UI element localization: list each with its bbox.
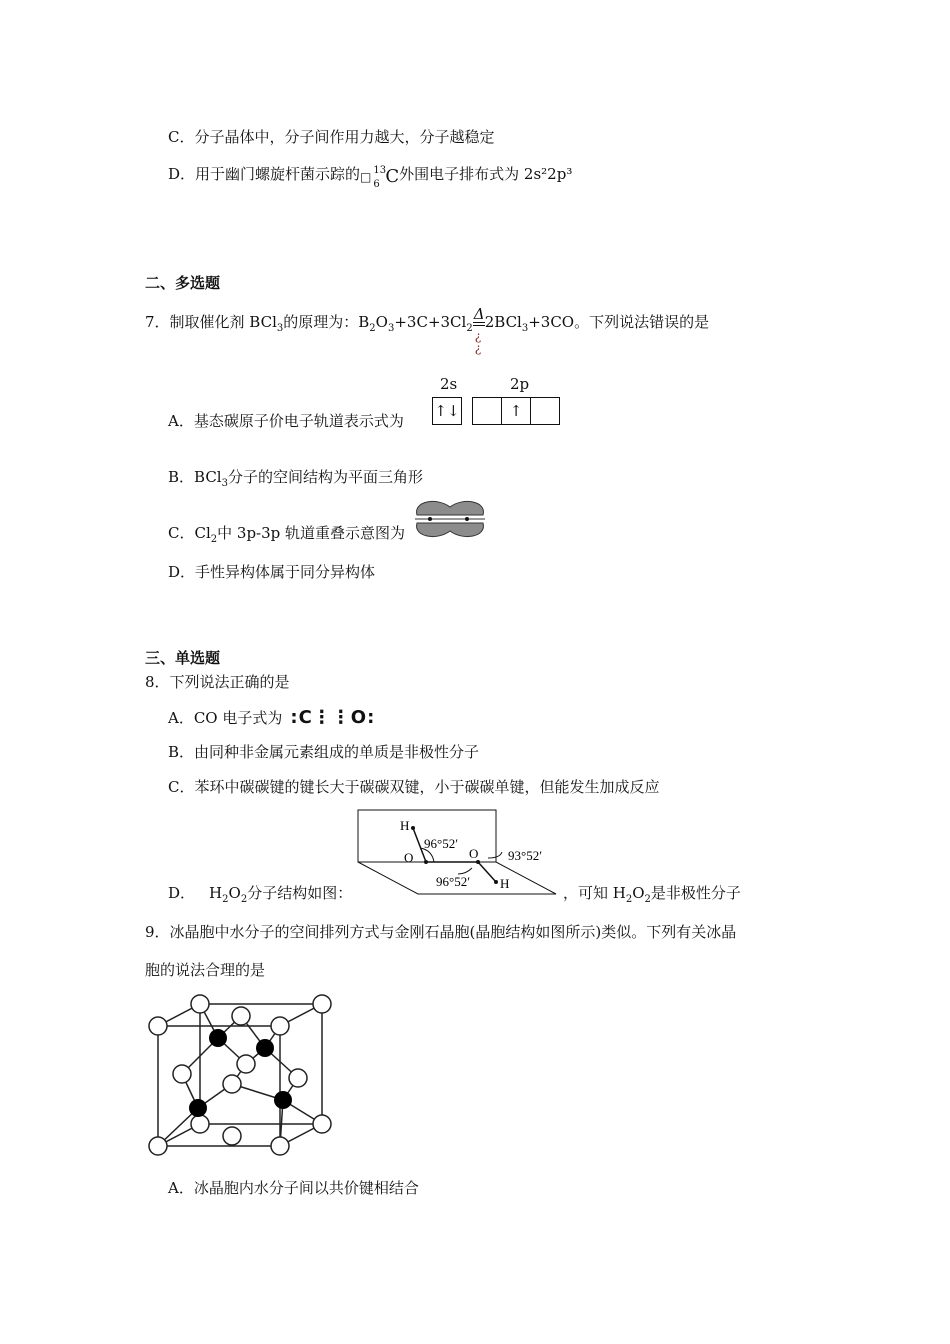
dihedral-angle-label: 93°52′	[508, 848, 543, 863]
q7-stem-sub: 2	[466, 323, 473, 334]
q7-stem-part: 的原理为：B	[283, 313, 370, 331]
bond-angle-label: 96°52′	[424, 836, 459, 851]
q8-option-d-part: H	[209, 884, 223, 902]
orbital-divider	[530, 398, 531, 424]
orbital-label-2p: 2p	[510, 375, 530, 393]
q8-option-d-tail-part: 是非极性分子	[650, 884, 741, 902]
q7-option-c-sub: 2	[210, 534, 218, 545]
isotope-element: C	[385, 166, 400, 187]
heat-symbol: Δ	[473, 305, 485, 323]
q8-stem: 8．下列说法正确的是	[145, 673, 290, 691]
h-atom-label: H	[500, 876, 510, 891]
q8-option-d-part: O	[228, 884, 241, 902]
bond-angle-label: 96°52′	[436, 874, 471, 889]
orbital-diagram	[432, 375, 562, 427]
q8-option-d-tail-sub: 2	[644, 894, 651, 905]
q8-option-d-tail-part: ，可知 H	[563, 884, 626, 902]
q7-stem-sub: 3	[387, 323, 395, 334]
q8-option-d-sub: 2	[222, 894, 229, 905]
q8-option-d-tail-part: O	[632, 884, 645, 902]
q6-option-d	[168, 164, 573, 190]
arrow-line	[473, 322, 485, 323]
q7-option-c	[168, 523, 405, 550]
h-atom-label: H	[400, 818, 410, 833]
q7-option-c-part: C．Cl	[168, 524, 211, 542]
o-atom-label: O	[469, 846, 479, 861]
q7-option-c-part: 中 3p-3p 轨道重叠示意图为	[217, 524, 406, 542]
section-heading-multi: 二、多选题	[145, 274, 221, 292]
q7-stem-sub: 3	[276, 323, 284, 334]
q7-option-b-sub: 3	[221, 478, 228, 489]
q8-option-d-part: 分子结构如图：	[247, 884, 353, 902]
q7-stem-sub: 3	[521, 323, 529, 334]
orbital-box-2s	[432, 397, 462, 425]
q9-stem-line1: 9．冰晶胞中水分子的空间排列方式与金刚石晶胞(晶胞结构如图所示)类似。下列有关冰晶	[145, 923, 737, 941]
q8-option-d-tail-sub: 2	[625, 894, 633, 905]
q7-stem-part: 2BCl	[484, 313, 522, 331]
isotope-notation	[371, 164, 387, 190]
o-atom-label: O	[404, 850, 414, 865]
spin-up-arrow: ↑	[509, 402, 523, 420]
q9-stem-line2: 胞的说法合理的是	[145, 961, 266, 979]
reaction-condition-arrow	[473, 305, 485, 355]
orbital-box-2p	[472, 397, 560, 425]
h2o2-structure-figure	[356, 806, 560, 898]
q7-stem	[145, 305, 710, 355]
q8-option-a	[168, 708, 375, 728]
q8-option-d-tail	[563, 883, 741, 910]
p-orbital-overlap-figure	[413, 497, 487, 541]
diamond-unit-cell-figure	[148, 990, 338, 1160]
q7-option-b-part: 分子的空间结构为平面三角形	[227, 468, 423, 486]
q7-stem-part: 7．制取催化剂 BCl	[145, 313, 277, 331]
q8-option-b: B．由同种非金属元素组成的单质是非极性分子	[168, 743, 480, 761]
q7-stem-sub: 2	[369, 323, 376, 334]
q9-option-a: A．冰晶胞内水分子间以共价键相结合	[168, 1179, 419, 1197]
q7-stem-part: +3C+3Cl	[394, 313, 467, 331]
spin-pair-arrows: ↑↓	[434, 402, 460, 420]
q6-option-d-suffix: 外围电子排布式为 2s²2p³	[399, 165, 573, 183]
q6-option-c: C．分子晶体中，分子间作用力越大，分子越稳定	[168, 128, 495, 146]
q7-option-d: D．手性异构体属于同分异构体	[168, 563, 376, 581]
garbled-char: ¿	[474, 341, 482, 355]
co-electron-formula: :C⋮⋮O:	[290, 707, 376, 728]
missing-glyph-box: □	[360, 170, 372, 184]
q8-option-d	[168, 883, 352, 910]
orbital-label-2s: 2s	[440, 375, 458, 393]
section-heading-single: 三、单选题	[145, 649, 221, 667]
q8-option-d-part: D．	[168, 884, 196, 902]
q6-option-d-prefix: D．用于幽门螺旋杆菌示踪的	[168, 165, 361, 183]
q8-option-d-sub: 2	[240, 894, 248, 905]
q8-option-c: C．苯环中碳碳键的键长大于碳碳双键，小于碳碳单键，但能发生加成反应	[168, 778, 660, 796]
garbled-char: ¿	[474, 329, 482, 343]
q7-option-b	[168, 467, 423, 494]
isotope-number: 6	[373, 179, 380, 190]
q7-stem-part: O	[375, 313, 388, 331]
isotope-mass: 13	[373, 165, 387, 176]
q7-stem-part: +3CO。下列说法错误的是	[528, 313, 710, 331]
q7-option-b-part: B．BCl	[168, 468, 222, 486]
q7-option-a: A．基态碳原子价电子轨道表示式为	[168, 412, 404, 430]
q8-option-a-prefix: A．CO 电子式为	[168, 709, 283, 727]
